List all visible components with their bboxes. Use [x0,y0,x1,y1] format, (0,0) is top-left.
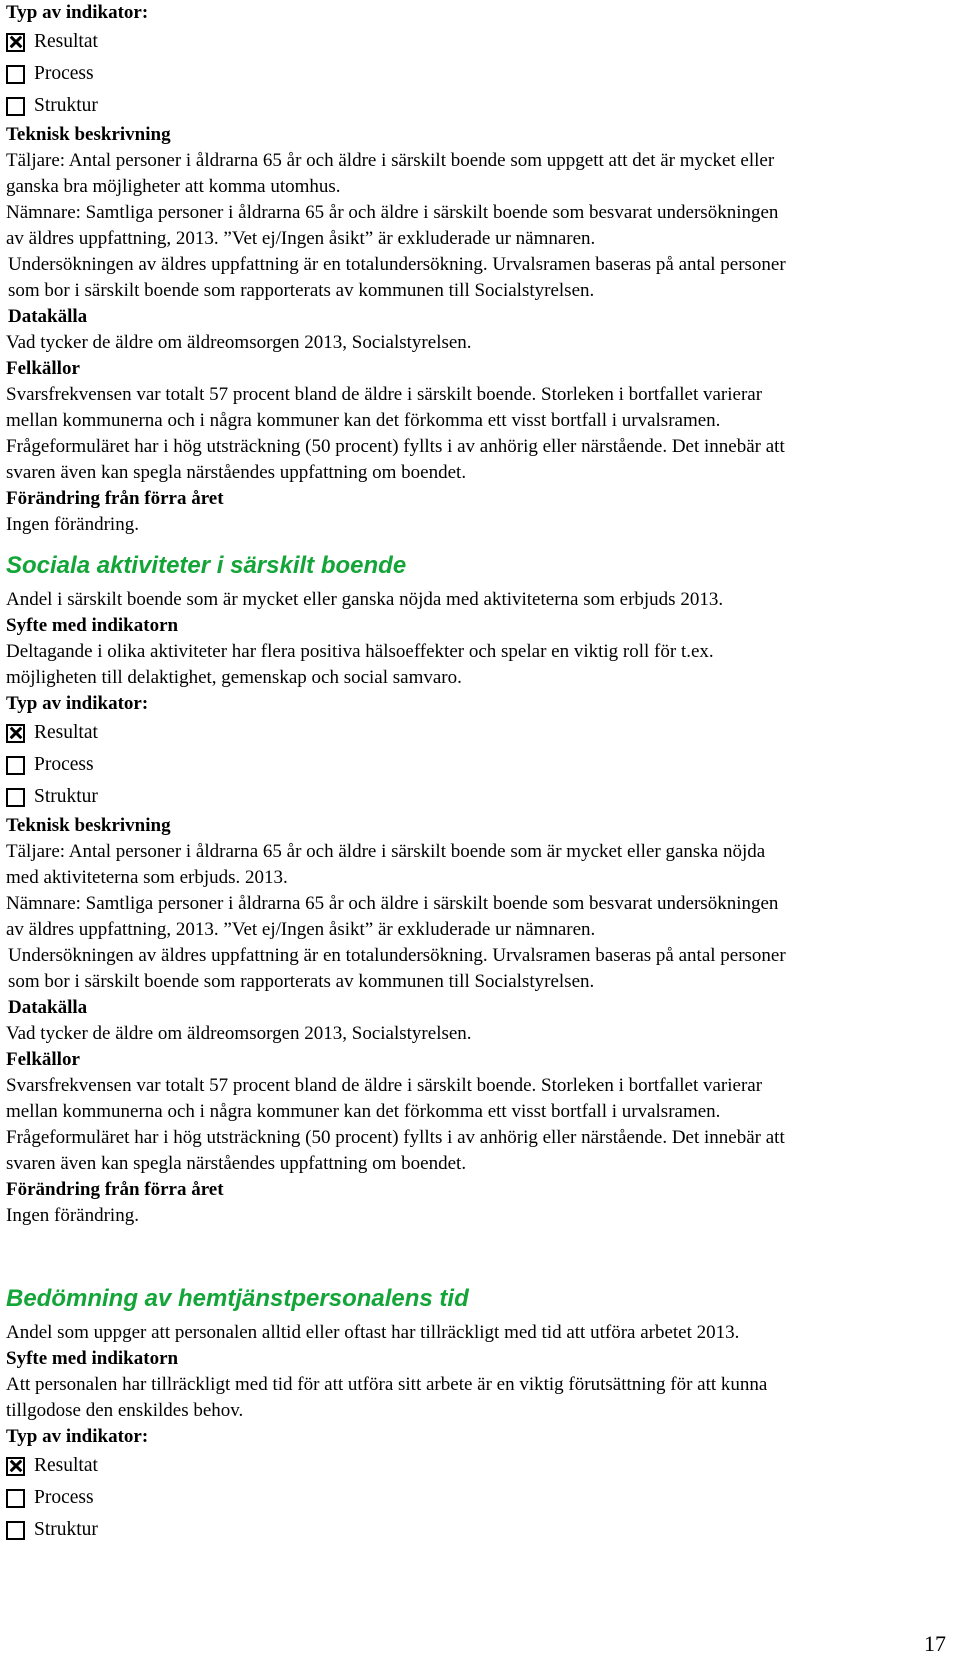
text-line: tillgodose den enskildes behov. [6,1400,244,1421]
text-line: Ingen förändring. [6,514,139,535]
text-line: Täljare: Antal personer i åldrarna 65 år och äldre i särskilt boende som är mycket eller ganska nöjda [6,841,766,862]
text-line: mellan kommunerna och i några kommuner kan det förkomma ett visst bortfall i urvalsramen. [6,1101,721,1122]
indicator-type-label: Typ av indikator: [6,1426,149,1447]
technical-description-label: Teknisk beskrivning [6,815,171,836]
section-heading: Sociala aktiviteter i särskilt boende [6,552,407,579]
text-line: Undersökningen av äldres uppfattning är en totalundersökning. Urvalsramen baseras på antal personer [8,945,786,966]
text-line: av äldres uppfattning, 2013. ”Vet ej/Ingen åsikt” är exkluderade ur nämnaren. [6,919,596,940]
checkbox-struktur[interactable]: Struktur [6,90,946,122]
purpose-label: Syfte med indikatorn [6,1348,179,1369]
checkbox-resultat[interactable]: Resultat [6,717,946,749]
section-heading: Bedömning av hemtjänstpersonalens tid [6,1285,469,1312]
checkbox-process[interactable]: Process [6,58,946,90]
text-line: Att personalen har tillräckligt med tid för att utföra sitt arbete är en viktig förutsättning för att kunna [6,1374,768,1395]
text-line: mellan kommunerna och i några kommuner kan det förkomma ett visst bortfall i urvalsramen. [6,410,721,431]
checkbox-process[interactable]: Process [6,749,946,781]
text-line: ganska bra möjligheter att komma utomhus. [6,176,341,197]
document-page [6,0,946,1546]
text-line: med aktiviteterna som erbjuds. 2013. [6,867,288,888]
error-sources-label: Felkällor [6,358,80,379]
data-source-label: Datakälla [8,306,88,327]
checked-box-icon [6,1457,25,1476]
checkbox-resultat[interactable]: Resultat [6,26,946,58]
text-line: som bor i särskilt boende som rapporterats av kommunen till Socialstyrelsen. [8,971,595,992]
text-line: som bor i särskilt boende som rapporterats av kommunen till Socialstyrelsen. [8,280,595,301]
text-line: svaren även kan spegla närståendes uppfattning om boendet. [6,462,467,483]
text-line: Andel i särskilt boende som är mycket eller ganska nöjda med aktiviteterna som erbjuds 2013. [6,589,724,610]
empty-box-icon [6,65,25,84]
text-line: Täljare: Antal personer i åldrarna 65 år och äldre i särskilt boende som uppgett att det är mycket eller [6,150,775,171]
text-line: Frågeformuläret har i hög utsträckning (50 procent) fyllts i av anhörig eller närstående. Det innebär att [6,436,785,457]
empty-box-icon [6,97,25,116]
text-line: Deltagande i olika aktiviteter har flera positiva hälsoeffekter och spelar en viktig roll för t.ex. [6,641,714,662]
text-line: Svarsfrekvensen var totalt 57 procent bland de äldre i särskilt boende. Storleken i bortfallet varierar [6,1075,763,1096]
checkbox-process[interactable]: Process [6,1482,946,1514]
checkbox-struktur[interactable]: Struktur [6,781,946,813]
text-line: Andel som uppger att personalen alltid eller oftast har tillräckligt med tid att utföra arbetet 2013. [6,1322,740,1343]
page-number: 17 [924,1631,946,1656]
text-line: Ingen förändring. [6,1205,139,1226]
text-line: möjligheten till delaktighet, gemenskap och social samvaro. [6,667,462,688]
checked-box-icon [6,33,25,52]
indicator-type-label: Typ av indikator: [6,693,149,714]
indicator-type-label: Typ av indikator: [6,2,149,23]
checkbox-struktur[interactable]: Struktur [6,1514,946,1546]
text-line: Nämnare: Samtliga personer i åldrarna 65 år och äldre i särskilt boende som besvarat undersökningen [6,202,779,223]
change-label: Förändring från förra året [6,1179,224,1200]
data-source-label: Datakälla [8,997,88,1018]
text-line: Vad tycker de äldre om äldreomsorgen 2013, Socialstyrelsen. [6,1023,472,1044]
empty-box-icon [6,788,25,807]
technical-description-label: Teknisk beskrivning [6,124,171,145]
error-sources-label: Felkällor [6,1049,80,1070]
text-line: svaren även kan spegla närståendes uppfattning om boendet. [6,1153,467,1174]
text-line: Vad tycker de äldre om äldreomsorgen 2013, Socialstyrelsen. [6,332,472,353]
empty-box-icon [6,1489,25,1508]
text-line: av äldres uppfattning, 2013. ”Vet ej/Ingen åsikt” är exkluderade ur nämnaren. [6,228,596,249]
text-line: Svarsfrekvensen var totalt 57 procent bland de äldre i särskilt boende. Storleken i bortfallet varierar [6,384,763,405]
text-line: Frågeformuläret har i hög utsträckning (50 procent) fyllts i av anhörig eller närstående. Det innebär att [6,1127,785,1148]
change-label: Förändring från förra året [6,488,224,509]
purpose-label: Syfte med indikatorn [6,615,179,636]
text-line: Undersökningen av äldres uppfattning är en totalundersökning. Urvalsramen baseras på antal personer [8,254,786,275]
text-line: Nämnare: Samtliga personer i åldrarna 65 år och äldre i särskilt boende som besvarat undersökningen [6,893,779,914]
empty-box-icon [6,756,25,775]
checkbox-resultat[interactable]: Resultat [6,1450,946,1482]
checked-box-icon [6,724,25,743]
empty-box-icon [6,1521,25,1540]
